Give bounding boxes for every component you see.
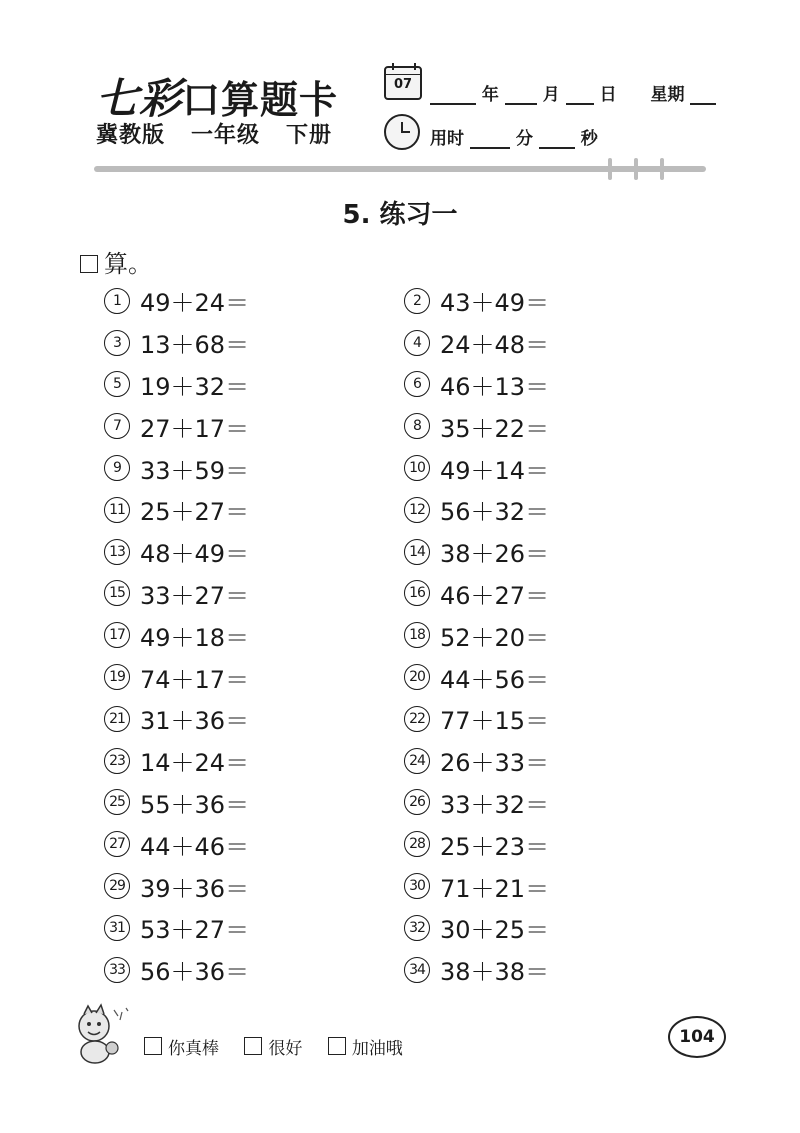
problem-number: 28	[404, 831, 430, 857]
problem-number: 15	[104, 580, 130, 606]
problem-expression: 38＋38＝	[440, 958, 550, 987]
problem-number: 30	[404, 873, 430, 899]
rating-option[interactable]	[328, 1039, 403, 1059]
problem-item	[404, 364, 624, 406]
problem-expression: 24＋48＝	[440, 331, 550, 360]
rating-label: 你真棒	[168, 1039, 219, 1059]
problem-expression: 49＋14＝	[440, 456, 550, 485]
grade-label: 一年级	[191, 123, 261, 148]
problem-number: 1	[104, 288, 130, 314]
problem-number: 16	[404, 580, 430, 606]
problem-item	[104, 614, 404, 656]
problem-expression: 13＋68＝	[140, 331, 250, 360]
rating-checkbox[interactable]	[244, 1037, 262, 1055]
problem-number: 21	[104, 706, 130, 732]
year-blank[interactable]	[430, 87, 476, 105]
problem-number: 34	[404, 957, 430, 983]
problem-number: 17	[104, 622, 130, 648]
problem-expression: 31＋36＝	[140, 707, 250, 736]
problem-item	[104, 280, 404, 322]
header-divider	[94, 166, 706, 172]
problem-item	[404, 823, 624, 865]
problem-expression: 49＋18＝	[140, 623, 250, 652]
minutes-label: 分	[515, 129, 533, 149]
problem-item	[404, 280, 624, 322]
problem-number: 19	[104, 664, 130, 690]
brand-title	[96, 66, 338, 126]
month-label: 月	[542, 85, 560, 105]
problem-item	[404, 322, 624, 364]
year-label: 年	[481, 85, 499, 105]
problem-item	[104, 573, 404, 615]
calendar-number: 07	[393, 77, 413, 92]
problem-expression: 30＋25＝	[440, 916, 550, 945]
problem-expression: 46＋13＝	[440, 372, 550, 401]
problem-number: 26	[404, 789, 430, 815]
mascot-icon	[70, 1002, 132, 1066]
day-blank[interactable]	[566, 87, 594, 105]
problem-number: 8	[404, 413, 430, 439]
problem-number: 27	[104, 831, 130, 857]
divider-bead	[660, 158, 664, 180]
problem-number: 31	[104, 915, 130, 941]
problem-expression: 56＋36＝	[140, 958, 250, 987]
problem-item	[404, 447, 624, 489]
rating-option[interactable]	[144, 1039, 219, 1059]
seconds-blank[interactable]	[539, 131, 575, 149]
problem-number: 33	[104, 957, 130, 983]
problem-expression: 43＋49＝	[440, 289, 550, 318]
page-title: 5. 练习一	[342, 200, 458, 230]
problem-item	[104, 656, 404, 698]
problem-expression: 55＋36＝	[140, 790, 250, 819]
problem-item	[104, 949, 404, 991]
minutes-blank[interactable]	[470, 131, 510, 149]
problem-item	[404, 907, 624, 949]
problem-number: 18	[404, 622, 430, 648]
problem-expression: 33＋59＝	[140, 456, 250, 485]
section-checkbox	[80, 255, 98, 273]
problem-item	[104, 531, 404, 573]
rating-label: 加油哦	[351, 1039, 403, 1059]
problem-number: 11	[104, 497, 130, 523]
problem-item	[104, 489, 404, 531]
problem-number: 7	[104, 413, 130, 439]
section-label: 算。	[104, 250, 152, 278]
problem-item	[404, 698, 624, 740]
problem-number: 12	[404, 497, 430, 523]
problem-expression: 71＋21＝	[440, 874, 550, 903]
problem-expression: 14＋24＝	[140, 749, 250, 778]
time-label: 用时	[430, 129, 464, 149]
problem-item	[104, 907, 404, 949]
problem-expression: 27＋17＝	[140, 414, 250, 443]
problem-item	[404, 531, 624, 573]
problem-expression: 52＋20＝	[440, 623, 550, 652]
problem-number: 13	[104, 539, 130, 565]
problem-expression: 74＋17＝	[140, 665, 250, 694]
problem-number: 14	[404, 539, 430, 565]
seconds-label: 秒	[580, 129, 598, 149]
problem-expression: 25＋23＝	[440, 832, 550, 861]
problem-expression: 77＋15＝	[440, 707, 550, 736]
edition-label: 冀教版	[96, 123, 166, 148]
problem-expression: 44＋46＝	[140, 832, 250, 861]
problem-number: 3	[104, 330, 130, 356]
problem-item	[404, 740, 624, 782]
problem-expression: 33＋32＝	[440, 790, 550, 819]
divider-bead	[634, 158, 638, 180]
problem-expression: 26＋33＝	[440, 749, 550, 778]
problem-expression: 19＋32＝	[140, 372, 250, 401]
problem-expression: 46＋27＝	[440, 581, 550, 610]
rating-checkbox[interactable]	[144, 1037, 162, 1055]
problem-number: 29	[104, 873, 130, 899]
problem-number: 20	[404, 664, 430, 690]
problem-item	[104, 322, 404, 364]
problem-expression: 38＋26＝	[440, 540, 550, 569]
problem-number: 5	[104, 371, 130, 397]
problem-item	[404, 949, 624, 991]
problem-item	[104, 405, 404, 447]
problem-expression: 44＋56＝	[440, 665, 550, 694]
weekday-blank[interactable]	[690, 87, 716, 105]
problem-number: 25	[104, 789, 130, 815]
problem-item	[104, 782, 404, 824]
problem-item	[404, 614, 624, 656]
problem-item	[404, 489, 624, 531]
brand-title-part2: 口算题卡	[182, 78, 339, 122]
brand-title-part1: 七彩	[96, 74, 183, 123]
problem-number: 24	[404, 748, 430, 774]
problem-number: 4	[404, 330, 430, 356]
problem-expression: 35＋22＝	[440, 414, 550, 443]
date-fields	[430, 80, 716, 105]
volume-label: 下册	[286, 123, 333, 148]
problem-expression: 33＋27＝	[140, 581, 250, 610]
rating-options	[144, 1034, 423, 1059]
problem-expression: 25＋27＝	[140, 498, 250, 527]
problem-number: 9	[104, 455, 130, 481]
problem-expression: 39＋36＝	[140, 874, 250, 903]
calendar-icon	[384, 66, 422, 100]
problem-number: 23	[104, 748, 130, 774]
problem-item	[104, 823, 404, 865]
edition-line	[96, 118, 358, 149]
problem-number: 6	[404, 371, 430, 397]
problem-number: 32	[404, 915, 430, 941]
rating-checkbox[interactable]	[328, 1037, 346, 1055]
divider-bead	[608, 158, 612, 180]
problem-item	[104, 865, 404, 907]
weekday-label: 星期	[650, 85, 685, 105]
problem-number: 2	[404, 288, 430, 314]
problem-expression: 56＋32＝	[440, 498, 550, 527]
problem-item	[404, 656, 624, 698]
problem-expression: 49＋24＝	[140, 289, 250, 318]
month-blank[interactable]	[505, 87, 537, 105]
day-label: 日	[599, 85, 617, 105]
problem-number: 10	[404, 455, 430, 481]
problem-item	[404, 573, 624, 615]
problem-item	[104, 364, 404, 406]
clock-icon	[384, 114, 420, 150]
page-number: 104	[668, 1016, 726, 1058]
problem-item	[404, 865, 624, 907]
problem-number: 22	[404, 706, 430, 732]
rating-label: 很好	[268, 1039, 303, 1059]
problem-item	[404, 405, 624, 447]
problem-item	[104, 740, 404, 782]
time-fields	[430, 124, 598, 149]
problem-grid	[104, 280, 624, 991]
section-heading	[80, 244, 152, 279]
problem-expression: 48＋49＝	[140, 540, 250, 569]
rating-option[interactable]	[244, 1039, 302, 1059]
problem-expression: 53＋27＝	[140, 916, 250, 945]
problem-item	[104, 698, 404, 740]
problem-item	[104, 447, 404, 489]
problem-item	[404, 782, 624, 824]
